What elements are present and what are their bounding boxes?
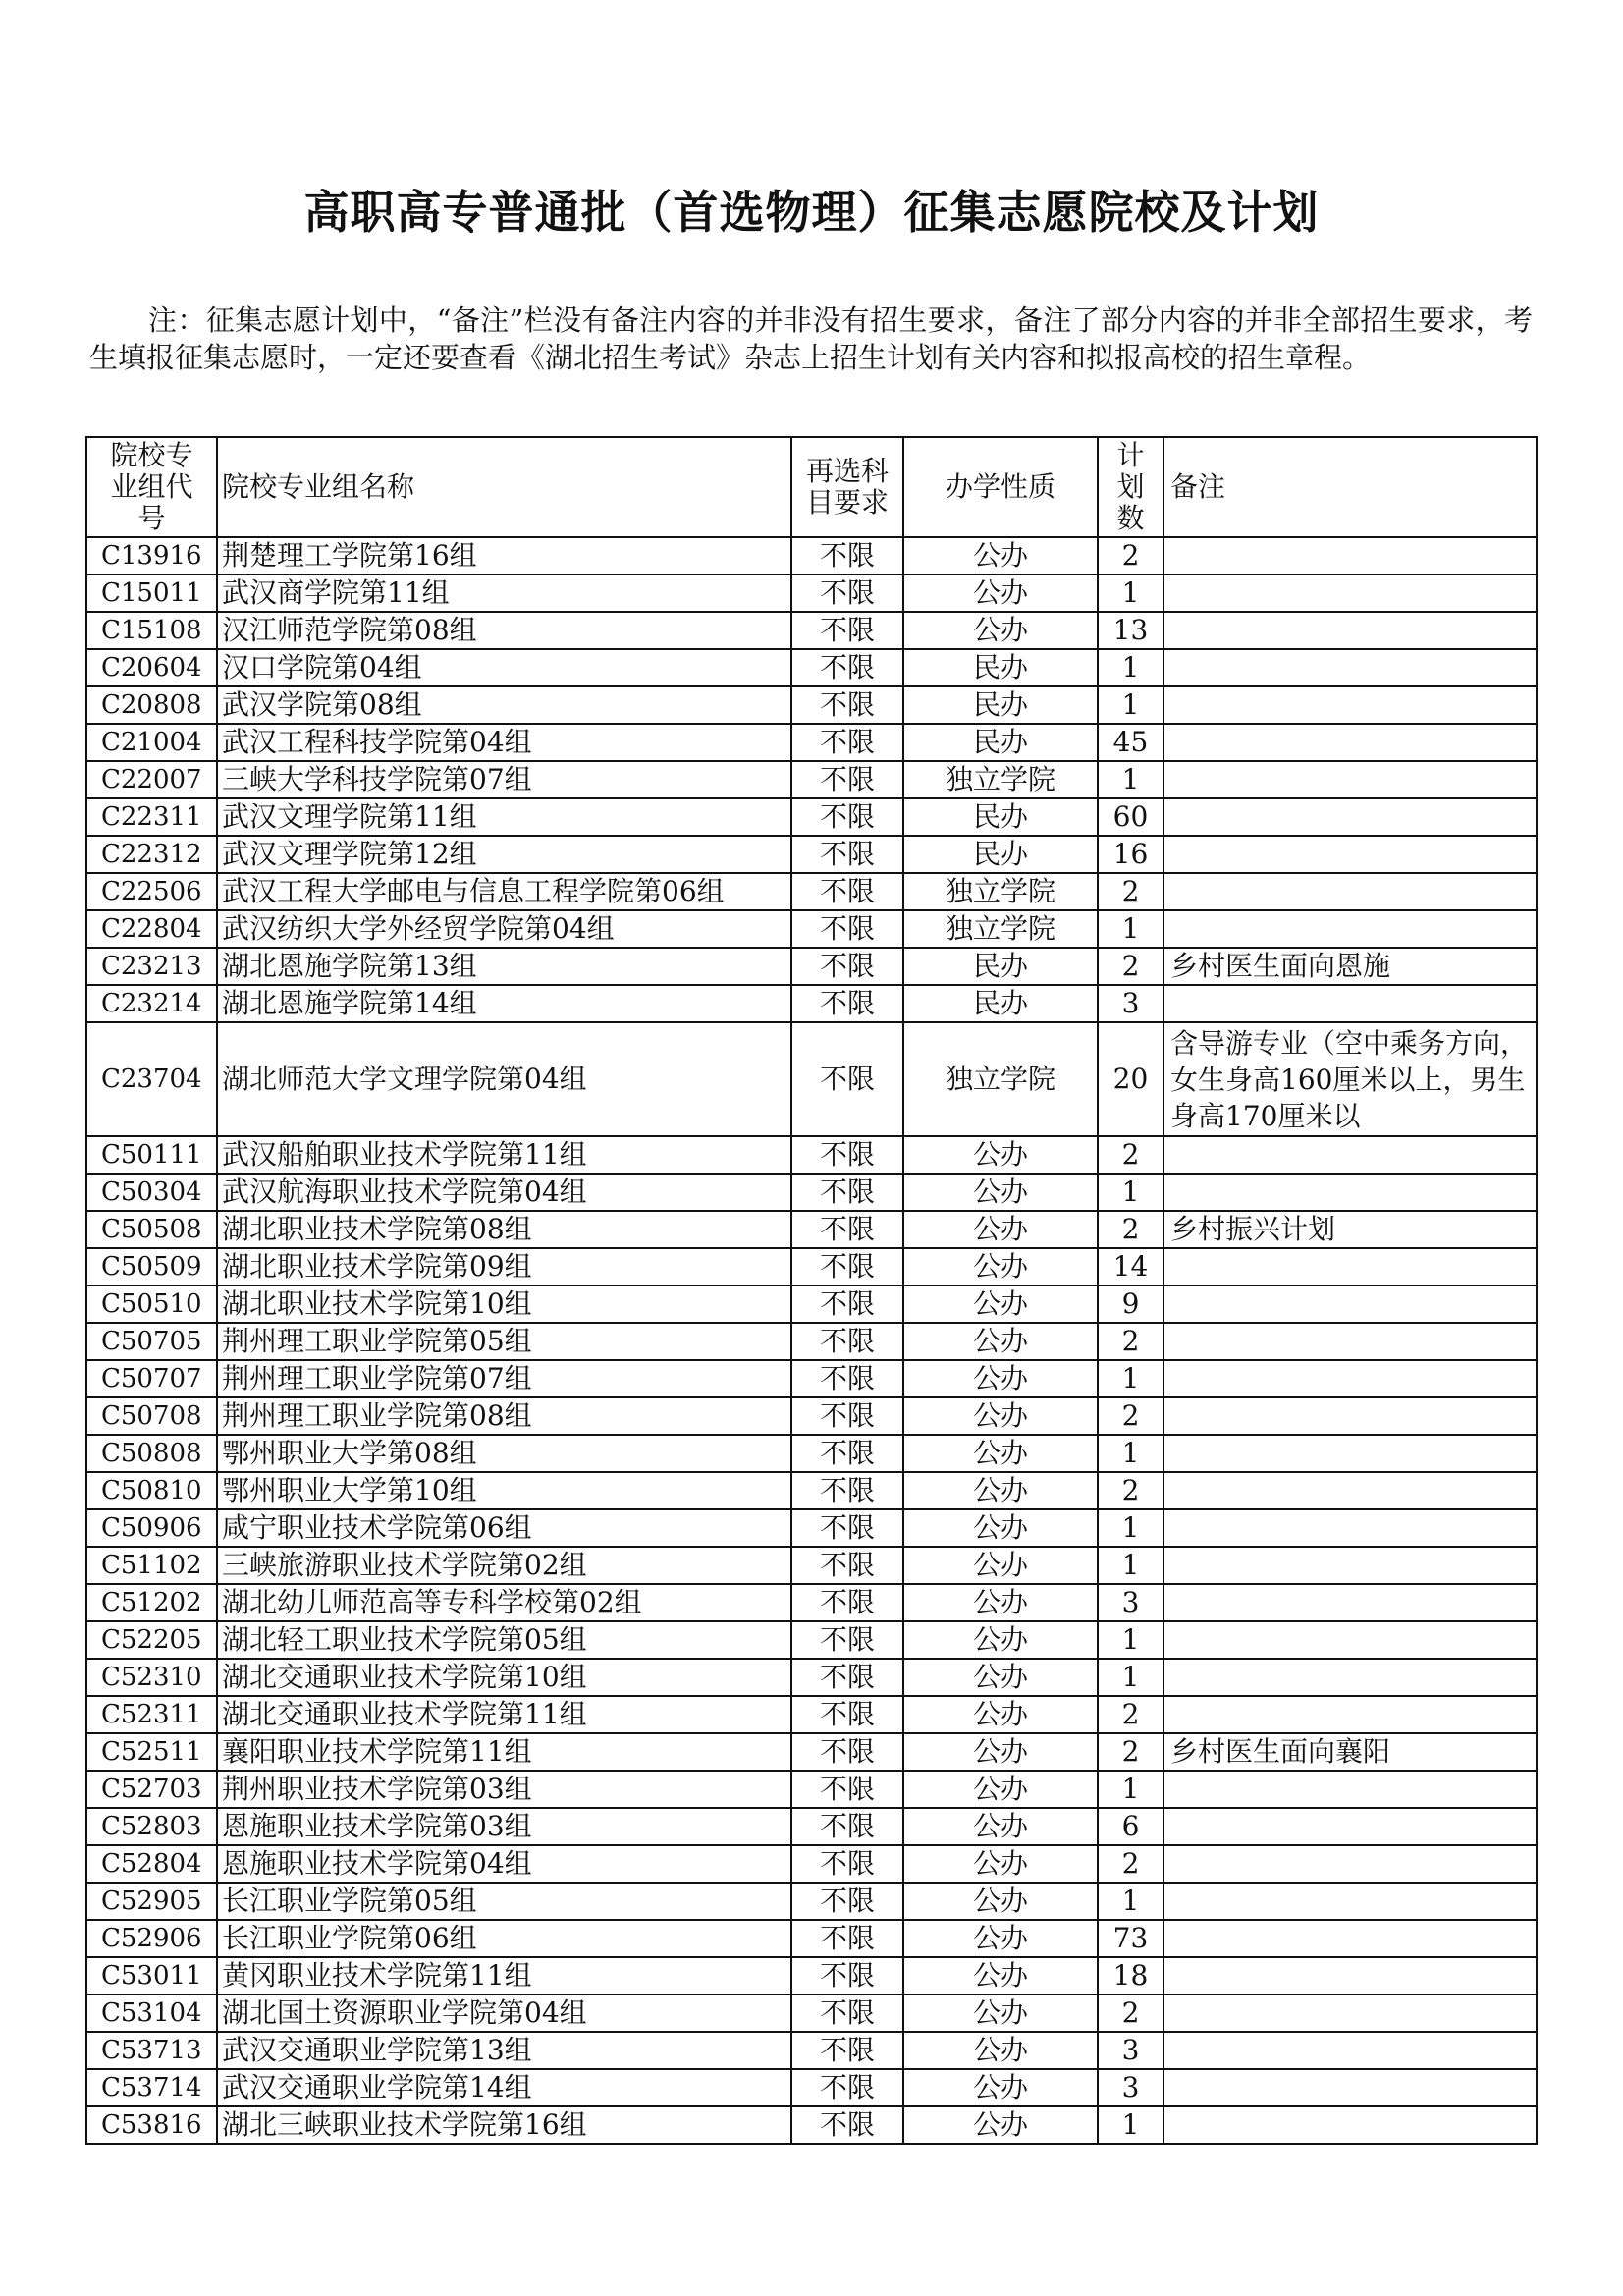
- cell-requirement: 不限: [791, 1957, 903, 1995]
- cell-name: 武汉工程科技学院第04组: [217, 724, 791, 761]
- cell-requirement: 不限: [791, 1285, 903, 1323]
- cell-name: 湖北恩施学院第13组: [217, 948, 791, 985]
- cell-requirement: 不限: [791, 1659, 903, 1696]
- cell-name: 鄂州职业大学第10组: [217, 1472, 791, 1509]
- table-row: [86, 574, 1537, 612]
- cell-remark: [1163, 1621, 1537, 1659]
- cell-remark: [1163, 1995, 1537, 2032]
- cell-requirement: 不限: [791, 1435, 903, 1472]
- cell-plan: 45: [1098, 724, 1163, 761]
- cell-plan: 1: [1098, 1621, 1163, 1659]
- cell-name: 武汉交通职业学院第14组: [217, 2069, 791, 2106]
- cell-type: 独立学院: [903, 1022, 1098, 1136]
- table-row: [86, 1547, 1537, 1584]
- table-row: [86, 1733, 1537, 1771]
- cell-type: 公办: [903, 1584, 1098, 1621]
- table-row: [86, 1174, 1537, 1211]
- cell-code: C23704: [86, 1022, 217, 1136]
- cell-name: 三峡大学科技学院第07组: [217, 761, 791, 798]
- cell-requirement: 不限: [791, 2032, 903, 2069]
- cell-remark: [1163, 1435, 1537, 1472]
- cell-remark: [1163, 1659, 1537, 1696]
- cell-code: C52311: [86, 1696, 217, 1733]
- cell-name: 武汉航海职业技术学院第04组: [217, 1174, 791, 1211]
- cell-plan: 1: [1098, 1509, 1163, 1547]
- cell-name: 湖北职业技术学院第09组: [217, 1248, 791, 1285]
- cell-remark: [1163, 1360, 1537, 1397]
- header-code: 院校专业组代号: [86, 437, 217, 537]
- cell-plan: 1: [1098, 1547, 1163, 1584]
- cell-code: C50509: [86, 1248, 217, 1285]
- cell-name: 鄂州职业大学第08组: [217, 1435, 791, 1472]
- cell-remark: [1163, 836, 1537, 873]
- table-row: [86, 1659, 1537, 1696]
- cell-remark: [1163, 1845, 1537, 1883]
- cell-code: C50810: [86, 1472, 217, 1509]
- cell-remark: [1163, 1808, 1537, 1845]
- cell-type: 公办: [903, 1136, 1098, 1174]
- table-row: [86, 1920, 1537, 1957]
- cell-code: C52205: [86, 1621, 217, 1659]
- cell-requirement: 不限: [791, 1211, 903, 1248]
- table-row: [86, 1323, 1537, 1360]
- cell-remark: [1163, 1547, 1537, 1584]
- cell-type: 公办: [903, 1509, 1098, 1547]
- cell-requirement: 不限: [791, 1360, 903, 1397]
- cell-remark: [1163, 1285, 1537, 1323]
- cell-remark: [1163, 2106, 1537, 2144]
- cell-requirement: 不限: [791, 948, 903, 985]
- table-row: [86, 1808, 1537, 1845]
- cell-name: 长江职业学院第06组: [217, 1920, 791, 1957]
- cell-type: 独立学院: [903, 873, 1098, 910]
- cell-type: 公办: [903, 574, 1098, 612]
- table-body: [86, 537, 1537, 2144]
- cell-requirement: 不限: [791, 2069, 903, 2106]
- cell-name: 武汉文理学院第11组: [217, 798, 791, 836]
- cell-plan: 2: [1098, 1995, 1163, 2032]
- table-row: [86, 1621, 1537, 1659]
- table-row: [86, 724, 1537, 761]
- cell-plan: 3: [1098, 2032, 1163, 2069]
- cell-name: 荆州理工职业学院第08组: [217, 1397, 791, 1435]
- cell-plan: 2: [1098, 1472, 1163, 1509]
- table-row: [86, 1771, 1537, 1808]
- header-plan: 计划数: [1098, 437, 1163, 537]
- cell-name: 湖北幼儿师范高等专科学校第02组: [217, 1584, 791, 1621]
- cell-requirement: 不限: [791, 1472, 903, 1509]
- cell-name: 武汉船舶职业技术学院第11组: [217, 1136, 791, 1174]
- cell-plan: 18: [1098, 1957, 1163, 1995]
- cell-name: 恩施职业技术学院第03组: [217, 1808, 791, 1845]
- cell-plan: 1: [1098, 1771, 1163, 1808]
- cell-plan: 13: [1098, 612, 1163, 649]
- cell-name: 武汉文理学院第12组: [217, 836, 791, 873]
- cell-name: 湖北交通职业技术学院第11组: [217, 1696, 791, 1733]
- cell-type: 公办: [903, 1360, 1098, 1397]
- cell-requirement: 不限: [791, 1808, 903, 1845]
- cell-requirement: 不限: [791, 1696, 903, 1733]
- cell-plan: 2: [1098, 1136, 1163, 1174]
- cell-name: 咸宁职业技术学院第06组: [217, 1509, 791, 1547]
- table-header-row: [86, 437, 1537, 537]
- table-row: [86, 1211, 1537, 1248]
- cell-plan: 2: [1098, 1397, 1163, 1435]
- cell-code: C23213: [86, 948, 217, 985]
- header-type: 办学性质: [903, 437, 1098, 537]
- cell-code: C22506: [86, 873, 217, 910]
- cell-remark: 乡村医生面向恩施: [1163, 948, 1537, 985]
- cell-type: 公办: [903, 2032, 1098, 2069]
- cell-code: C52310: [86, 1659, 217, 1696]
- cell-name: 襄阳职业技术学院第11组: [217, 1733, 791, 1771]
- enrollment-table: [85, 436, 1538, 2145]
- table-row: [86, 1360, 1537, 1397]
- cell-requirement: 不限: [791, 1920, 903, 1957]
- cell-name: 荆楚理工学院第16组: [217, 537, 791, 574]
- cell-code: C52803: [86, 1808, 217, 1845]
- cell-plan: 2: [1098, 537, 1163, 574]
- cell-plan: 1: [1098, 761, 1163, 798]
- cell-name: 湖北师范大学文理学院第04组: [217, 1022, 791, 1136]
- cell-code: C50705: [86, 1323, 217, 1360]
- table-row: [86, 910, 1537, 948]
- cell-remark: [1163, 1136, 1537, 1174]
- header-remark: 备注: [1163, 437, 1537, 537]
- cell-remark: 含导游专业（空中乘务方向，女生身高160厘米以上，男生身高170厘米以: [1163, 1022, 1537, 1136]
- table-row: [86, 1136, 1537, 1174]
- cell-remark: [1163, 537, 1537, 574]
- cell-code: C53011: [86, 1957, 217, 1995]
- cell-plan: 3: [1098, 985, 1163, 1022]
- cell-requirement: 不限: [791, 1995, 903, 2032]
- cell-requirement: 不限: [791, 574, 903, 612]
- cell-name: 三峡旅游职业技术学院第02组: [217, 1547, 791, 1584]
- cell-name: 湖北恩施学院第14组: [217, 985, 791, 1022]
- page-title: 高职高专普通批（首选物理）征集志愿院校及计划: [303, 186, 1320, 239]
- cell-remark: [1163, 1584, 1537, 1621]
- cell-plan: 1: [1098, 649, 1163, 686]
- cell-code: C20604: [86, 649, 217, 686]
- cell-type: 民办: [903, 948, 1098, 985]
- cell-remark: [1163, 1696, 1537, 1733]
- cell-type: 公办: [903, 1621, 1098, 1659]
- cell-type: 公办: [903, 1397, 1098, 1435]
- table-row: [86, 1584, 1537, 1621]
- cell-type: 公办: [903, 1174, 1098, 1211]
- cell-remark: 乡村振兴计划: [1163, 1211, 1537, 1248]
- cell-plan: 1: [1098, 2106, 1163, 2144]
- cell-code: C51202: [86, 1584, 217, 1621]
- cell-plan: 1: [1098, 1659, 1163, 1696]
- cell-code: C50304: [86, 1174, 217, 1211]
- cell-requirement: 不限: [791, 1323, 903, 1360]
- cell-type: 公办: [903, 1995, 1098, 2032]
- cell-requirement: 不限: [791, 1771, 903, 1808]
- cell-code: C52804: [86, 1845, 217, 1883]
- cell-plan: 2: [1098, 1211, 1163, 1248]
- cell-code: C50111: [86, 1136, 217, 1174]
- table-row: [86, 948, 1537, 985]
- cell-type: 公办: [903, 1547, 1098, 1584]
- cell-plan: 60: [1098, 798, 1163, 836]
- cell-requirement: 不限: [791, 910, 903, 948]
- cell-remark: 乡村医生面向襄阳: [1163, 1733, 1537, 1771]
- cell-type: 公办: [903, 1211, 1098, 1248]
- cell-code: C50510: [86, 1285, 217, 1323]
- cell-plan: 1: [1098, 1174, 1163, 1211]
- cell-type: 独立学院: [903, 761, 1098, 798]
- cell-code: C23214: [86, 985, 217, 1022]
- cell-requirement: 不限: [791, 649, 903, 686]
- table-row: [86, 2069, 1537, 2106]
- cell-name: 武汉学院第08组: [217, 686, 791, 724]
- cell-requirement: 不限: [791, 873, 903, 910]
- cell-requirement: 不限: [791, 1733, 903, 1771]
- table-row: [86, 612, 1537, 649]
- cell-code: C13916: [86, 537, 217, 574]
- cell-code: C50808: [86, 1435, 217, 1472]
- cell-code: C52906: [86, 1920, 217, 1957]
- cell-name: 湖北交通职业技术学院第10组: [217, 1659, 791, 1696]
- cell-plan: 1: [1098, 574, 1163, 612]
- cell-name: 武汉交通职业学院第13组: [217, 2032, 791, 2069]
- cell-name: 湖北三峡职业技术学院第16组: [217, 2106, 791, 2144]
- cell-plan: 1: [1098, 910, 1163, 948]
- cell-name: 武汉纺织大学外经贸学院第04组: [217, 910, 791, 948]
- table-row: [86, 798, 1537, 836]
- cell-name: 荆州理工职业学院第07组: [217, 1360, 791, 1397]
- cell-requirement: 不限: [791, 1136, 903, 1174]
- cell-plan: 20: [1098, 1022, 1163, 1136]
- table-row: [86, 1285, 1537, 1323]
- table-row: [86, 2032, 1537, 2069]
- cell-requirement: 不限: [791, 1845, 903, 1883]
- cell-remark: [1163, 1472, 1537, 1509]
- table-row: [86, 1883, 1537, 1920]
- cell-type: 公办: [903, 1285, 1098, 1323]
- cell-type: 民办: [903, 724, 1098, 761]
- cell-plan: 3: [1098, 2069, 1163, 2106]
- cell-requirement: 不限: [791, 686, 903, 724]
- cell-type: 公办: [903, 612, 1098, 649]
- cell-name: 荆州理工职业学院第05组: [217, 1323, 791, 1360]
- cell-name: 荆州职业技术学院第03组: [217, 1771, 791, 1808]
- cell-plan: 9: [1098, 1285, 1163, 1323]
- cell-remark: [1163, 1174, 1537, 1211]
- cell-type: 公办: [903, 1659, 1098, 1696]
- cell-remark: [1163, 1883, 1537, 1920]
- cell-type: 独立学院: [903, 910, 1098, 948]
- cell-plan: 2: [1098, 1696, 1163, 1733]
- cell-code: C53816: [86, 2106, 217, 2144]
- cell-remark: [1163, 574, 1537, 612]
- cell-code: C52511: [86, 1733, 217, 1771]
- cell-requirement: 不限: [791, 537, 903, 574]
- cell-remark: [1163, 985, 1537, 1022]
- cell-requirement: 不限: [791, 724, 903, 761]
- cell-name: 湖北轻工职业技术学院第05组: [217, 1621, 791, 1659]
- cell-type: 公办: [903, 1435, 1098, 1472]
- cell-plan: 14: [1098, 1248, 1163, 1285]
- cell-remark: [1163, 649, 1537, 686]
- cell-code: C15011: [86, 574, 217, 612]
- cell-type: 公办: [903, 1771, 1098, 1808]
- table-row: [86, 1472, 1537, 1509]
- table-row: [86, 1696, 1537, 1733]
- cell-code: C22804: [86, 910, 217, 948]
- cell-remark: [1163, 1920, 1537, 1957]
- cell-requirement: 不限: [791, 761, 903, 798]
- cell-type: 公办: [903, 1883, 1098, 1920]
- cell-plan: 2: [1098, 1323, 1163, 1360]
- cell-remark: [1163, 1771, 1537, 1808]
- table-row: [86, 1435, 1537, 1472]
- cell-code: C50708: [86, 1397, 217, 1435]
- cell-code: C52905: [86, 1883, 217, 1920]
- cell-name: 武汉工程大学邮电与信息工程学院第06组: [217, 873, 791, 910]
- cell-type: 民办: [903, 798, 1098, 836]
- cell-remark: [1163, 612, 1537, 649]
- cell-code: C20808: [86, 686, 217, 724]
- cell-type: 公办: [903, 1733, 1098, 1771]
- cell-requirement: 不限: [791, 1621, 903, 1659]
- table-row: [86, 1248, 1537, 1285]
- cell-plan: 6: [1098, 1808, 1163, 1845]
- cell-type: 公办: [903, 1957, 1098, 1995]
- cell-plan: 1: [1098, 1360, 1163, 1397]
- cell-type: 民办: [903, 686, 1098, 724]
- cell-name: 黄冈职业技术学院第11组: [217, 1957, 791, 1995]
- cell-remark: [1163, 761, 1537, 798]
- cell-requirement: 不限: [791, 1397, 903, 1435]
- table-row: [86, 686, 1537, 724]
- cell-code: C53714: [86, 2069, 217, 2106]
- cell-type: 民办: [903, 985, 1098, 1022]
- cell-requirement: 不限: [791, 1248, 903, 1285]
- cell-plan: 1: [1098, 686, 1163, 724]
- cell-requirement: 不限: [791, 1174, 903, 1211]
- cell-type: 公办: [903, 2106, 1098, 2144]
- cell-requirement: 不限: [791, 612, 903, 649]
- cell-remark: [1163, 1509, 1537, 1547]
- cell-code: C51102: [86, 1547, 217, 1584]
- cell-code: C50906: [86, 1509, 217, 1547]
- table-row: [86, 1845, 1537, 1883]
- cell-type: 公办: [903, 1248, 1098, 1285]
- cell-type: 公办: [903, 537, 1098, 574]
- cell-type: 公办: [903, 1808, 1098, 1845]
- cell-requirement: 不限: [791, 1022, 903, 1136]
- cell-type: 公办: [903, 1696, 1098, 1733]
- cell-name: 长江职业学院第05组: [217, 1883, 791, 1920]
- cell-requirement: 不限: [791, 2106, 903, 2144]
- cell-name: 武汉商学院第11组: [217, 574, 791, 612]
- cell-code: C53104: [86, 1995, 217, 2032]
- cell-remark: [1163, 1957, 1537, 1995]
- table-row: [86, 537, 1537, 574]
- cell-plan: 1: [1098, 1883, 1163, 1920]
- cell-code: C15108: [86, 612, 217, 649]
- cell-code: C50508: [86, 1211, 217, 1248]
- cell-remark: [1163, 2032, 1537, 2069]
- cell-code: C50707: [86, 1360, 217, 1397]
- cell-requirement: 不限: [791, 836, 903, 873]
- cell-code: C53713: [86, 2032, 217, 2069]
- cell-type: 公办: [903, 1920, 1098, 1957]
- cell-type: 民办: [903, 649, 1098, 686]
- table-row: [86, 649, 1537, 686]
- cell-name: 湖北职业技术学院第10组: [217, 1285, 791, 1323]
- cell-code: C21004: [86, 724, 217, 761]
- cell-remark: [1163, 873, 1537, 910]
- cell-remark: [1163, 1248, 1537, 1285]
- cell-requirement: 不限: [791, 798, 903, 836]
- header-requirement: 再选科目要求: [791, 437, 903, 537]
- cell-name: 汉江师范学院第08组: [217, 612, 791, 649]
- table-row: [86, 761, 1537, 798]
- cell-type: 民办: [903, 836, 1098, 873]
- cell-requirement: 不限: [791, 1883, 903, 1920]
- cell-plan: 2: [1098, 948, 1163, 985]
- cell-code: C22312: [86, 836, 217, 873]
- cell-name: 湖北国土资源职业学院第04组: [217, 1995, 791, 2032]
- table-row: [86, 1509, 1537, 1547]
- cell-code: C52703: [86, 1771, 217, 1808]
- cell-plan: 2: [1098, 1733, 1163, 1771]
- table-row: [86, 985, 1537, 1022]
- cell-type: 公办: [903, 2069, 1098, 2106]
- table-row: [86, 1995, 1537, 2032]
- cell-requirement: 不限: [791, 1584, 903, 1621]
- header-name: 院校专业组名称: [217, 437, 791, 537]
- cell-remark: [1163, 910, 1537, 948]
- cell-remark: [1163, 2069, 1537, 2106]
- table-row: [86, 836, 1537, 873]
- cell-remark: [1163, 686, 1537, 724]
- table-row: [86, 1022, 1537, 1136]
- cell-requirement: 不限: [791, 985, 903, 1022]
- cell-remark: [1163, 798, 1537, 836]
- table-row: [86, 1397, 1537, 1435]
- cell-plan: 3: [1098, 1584, 1163, 1621]
- table-row: [86, 1957, 1537, 1995]
- cell-name: 恩施职业技术学院第04组: [217, 1845, 791, 1883]
- cell-type: 公办: [903, 1323, 1098, 1360]
- cell-name: 汉口学院第04组: [217, 649, 791, 686]
- cell-plan: 2: [1098, 1845, 1163, 1883]
- cell-requirement: 不限: [791, 1547, 903, 1584]
- cell-remark: [1163, 1323, 1537, 1360]
- notice-paragraph: 注：征集志愿计划中，“备注”栏没有备注内容的并非没有招生要求，备注了部分内容的并非全部招生要求，考生填报征集志愿时，一定还要查看《湖北招生考试》杂志上招生计划有关内容和拟报高校的招生章程。: [89, 303, 1533, 374]
- cell-plan: 16: [1098, 836, 1163, 873]
- cell-name: 湖北职业技术学院第08组: [217, 1211, 791, 1248]
- cell-remark: [1163, 1397, 1537, 1435]
- cell-requirement: 不限: [791, 1509, 903, 1547]
- cell-plan: 1: [1098, 1435, 1163, 1472]
- cell-plan: 2: [1098, 873, 1163, 910]
- cell-plan: 73: [1098, 1920, 1163, 1957]
- cell-type: 公办: [903, 1472, 1098, 1509]
- cell-code: C22311: [86, 798, 217, 836]
- cell-remark: [1163, 724, 1537, 761]
- table-row: [86, 2106, 1537, 2144]
- table-row: [86, 873, 1537, 910]
- cell-code: C22007: [86, 761, 217, 798]
- cell-type: 公办: [903, 1845, 1098, 1883]
